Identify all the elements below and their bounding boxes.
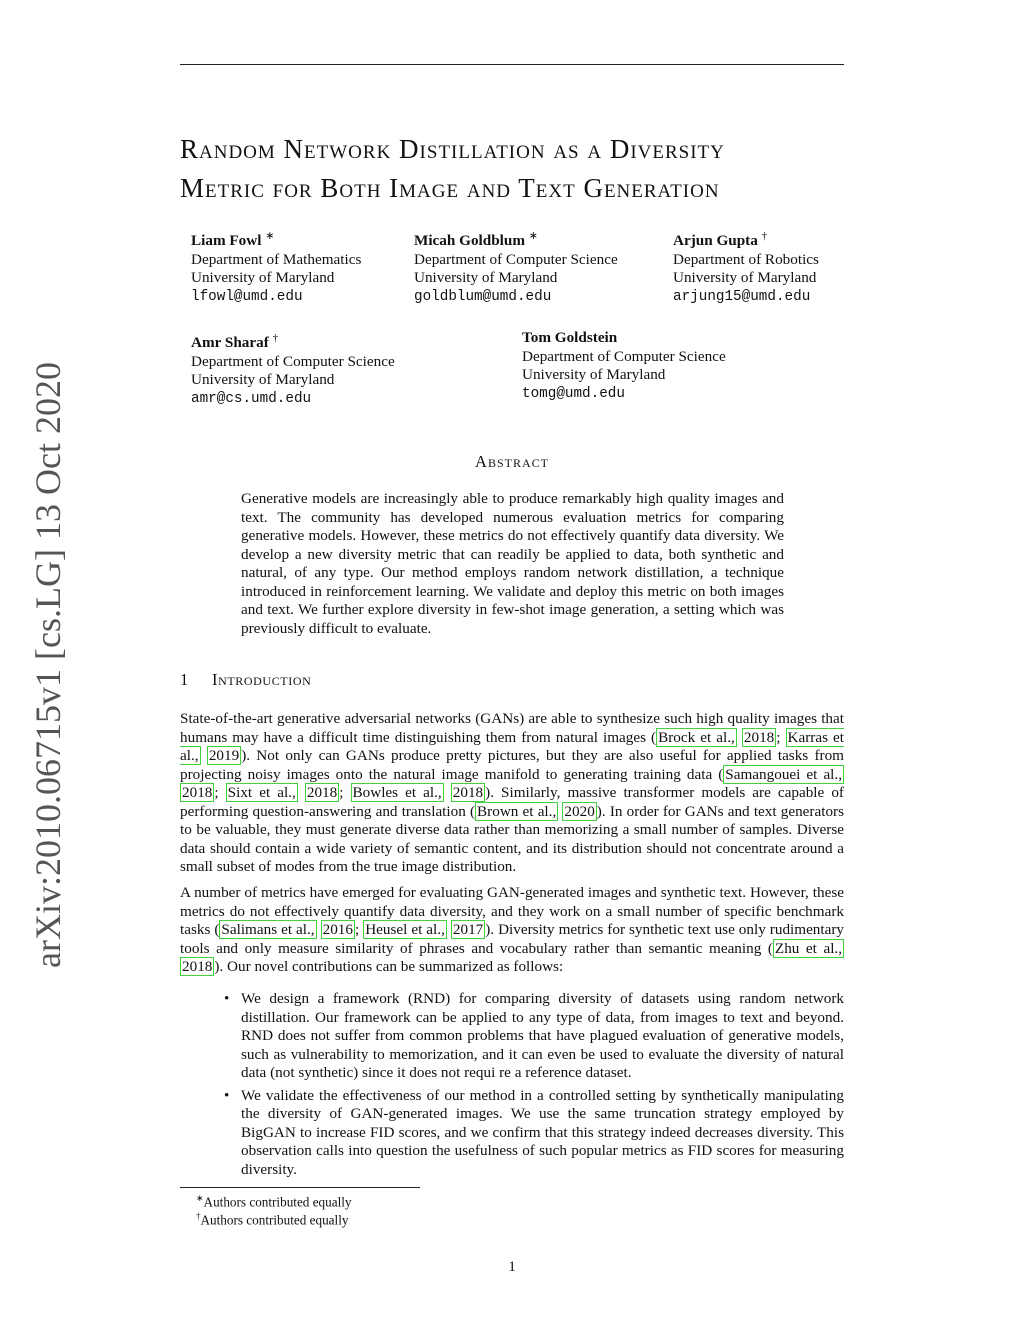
author-dept: Department of Computer Science xyxy=(522,347,726,365)
author-name: Micah Goldblum ∗ xyxy=(414,230,538,250)
author-univ: University of Maryland xyxy=(673,269,817,287)
author-block xyxy=(522,329,726,403)
citation-link[interactable]: Salimans et al., xyxy=(221,921,315,938)
citation-link[interactable]: 2018 xyxy=(182,784,213,801)
abstract-heading: Abstract xyxy=(475,452,549,471)
footnote: ∗Authors contributed equally xyxy=(196,1193,352,1210)
citation-link[interactable]: 2018 xyxy=(182,958,213,975)
author-name: Tom Goldstein xyxy=(522,329,618,346)
citation-link[interactable]: Heusel et al., xyxy=(365,921,445,938)
section-number: 1 xyxy=(180,670,189,689)
citation-link[interactable]: 2020 xyxy=(564,802,595,820)
section-heading xyxy=(180,670,311,690)
citation-link[interactable]: 2019 xyxy=(208,747,240,764)
list-item xyxy=(180,990,844,1083)
author-block xyxy=(414,227,618,306)
intro-paragraph-1: State-of-the-art generative adversarial networks (GANs) are able to synthesize such high quality images that humans may have a difficult time distinguishing them from natural images ( Brock et al., 2018 ; Karras et al., 2019 ). Not only can GANs produce pretty pictures, but they are also useful for applied tasks from projecting noisy images onto the natural image manifold to generating training data ( Samangouei et al., 2018 ; Sixt et al., 2018 ; Bowles et al., 2018 ). Similarly, massive transformer models are capable of performing question-answering and translation ( Brown et al., 2020 ). In order for GANs and text generators to be valuable, they must generate diverse data rather than memorizing a small number of samples. Diverse data should contain a wide variety of semantic content, and its distribution should not concentrate around a small subset of modes from the true image distribution. xyxy=(180,710,845,875)
citation-link[interactable]: Karras et al., xyxy=(180,728,844,764)
citation-link[interactable]: Samangouei et al., xyxy=(725,765,842,783)
author-email[interactable]: goldblum@umd.edu xyxy=(414,288,552,305)
footnote-rule xyxy=(180,1187,420,1188)
author-block xyxy=(673,227,819,306)
title-line-1: Random Network Distillation as a Diversity xyxy=(180,134,725,164)
citation-link[interactable]: 2016 xyxy=(322,921,353,938)
footnote: †Authors contributed equally xyxy=(196,1211,349,1228)
citation-link[interactable]: 2018 xyxy=(306,784,338,801)
author-email[interactable]: amr@cs.umd.edu xyxy=(191,390,312,407)
author-dept: Department of Mathematics xyxy=(191,250,362,268)
citation-link[interactable]: Brock et al., xyxy=(658,728,735,746)
title-line-2: Metric for Both Image and Text Generation xyxy=(180,173,720,203)
author-name: Amr Sharaf † xyxy=(191,332,279,352)
citation-link[interactable]: 2018 xyxy=(452,784,484,801)
paper-title xyxy=(180,130,860,208)
author-dept: Department of Computer Science xyxy=(191,352,395,370)
contribution-list xyxy=(180,990,844,1183)
author-univ: University of Maryland xyxy=(414,269,558,287)
page-number: 1 xyxy=(508,1258,516,1275)
citation-link[interactable]: Brown et al., xyxy=(477,802,557,820)
author-univ: University of Maryland xyxy=(522,366,666,383)
author-block xyxy=(191,227,361,306)
top-rule xyxy=(180,64,844,65)
author-email[interactable]: tomg@umd.edu xyxy=(522,385,625,402)
author-univ: University of Maryland xyxy=(191,269,335,287)
author-dept: Department of Robotics xyxy=(673,250,819,268)
author-block xyxy=(191,329,395,408)
author-dept: Department of Computer Science xyxy=(414,250,618,268)
citation-link[interactable]: Bowles et al., xyxy=(352,784,442,801)
citation-link[interactable]: 2017 xyxy=(452,921,484,938)
citation-link[interactable]: Sixt et al., xyxy=(227,784,296,801)
abstract-text: Generative models are increasingly able to produce remarkably high quality images and text. The community has developed numerous evaluation metrics for comparing generative models. However, these metrics do not effectively quantify data diversity. We develop a new diversity metric that can readily be applied to data, both synthetic and natural, of any type. Our method employs random network distillation, a technique introduced in reinforcement learning. We validate and deploy this metric on both images and text. We further explore diversity in few-shot image generation, a setting which was previously difficult to evaluate. xyxy=(241,490,784,637)
author-univ: University of Maryland xyxy=(191,371,335,389)
author-email[interactable]: arjung15@umd.edu xyxy=(673,288,811,305)
arxiv-stamp: arXiv:2010.06715v1 [cs.LG] 13 Oct 2020 xyxy=(28,362,68,968)
citation-link[interactable]: 2018 xyxy=(743,728,775,746)
author-name: Arjun Gupta † xyxy=(673,230,768,250)
bullet-marker: • xyxy=(224,1086,230,1104)
list-item-text: We design a framework (RND) for comparing diversity of datasets using random network distillation. Our framework can be applied to any type of data, from images to text and beyond. RND does not suffer from common problems that have plagued evaluation of generative models, such as vulnerability to memorization, and it can even be used to evaluate the diversity of natural data (not synthetic) since it does not requi re a reference dataset. xyxy=(241,990,844,1081)
citation-link[interactable]: Zhu et al., xyxy=(774,939,843,957)
section-title: Introduction xyxy=(212,670,312,689)
bullet-marker: • xyxy=(224,990,230,1007)
author-name: Liam Fowl ∗ xyxy=(191,230,275,250)
list-item-text: We validate the effectiveness of our method in a controlled setting by synthetically manipulating the diversity of GAN-generated images. We use the same truncation strategy employed by BigGAN to increase FID scores, and we confirm that this strategy indeed decreases diversity. This observation calls into question the usefulness of such popular metrics as FID scores for measuring diversity. xyxy=(241,1086,844,1178)
list-item xyxy=(180,1087,844,1180)
intro-paragraph-2: A number of metrics have emerged for evaluating GAN-generated images and synthetic text. However, these metrics do not effectively quantify data diversity, and they work on a small number of specific benchmark tasks ( Salimans et al., 2016 ; Heusel et al., 2017 ). Diversity metrics for synthetic text use only rudimentary tools and only measure similarity of phrases and vocabulary rather than semantic meaning ( Zhu et al., 2018 ). Our novel contributions can be summarized as follows: xyxy=(180,884,845,975)
author-email[interactable]: lfowl@umd.edu xyxy=(191,288,303,305)
